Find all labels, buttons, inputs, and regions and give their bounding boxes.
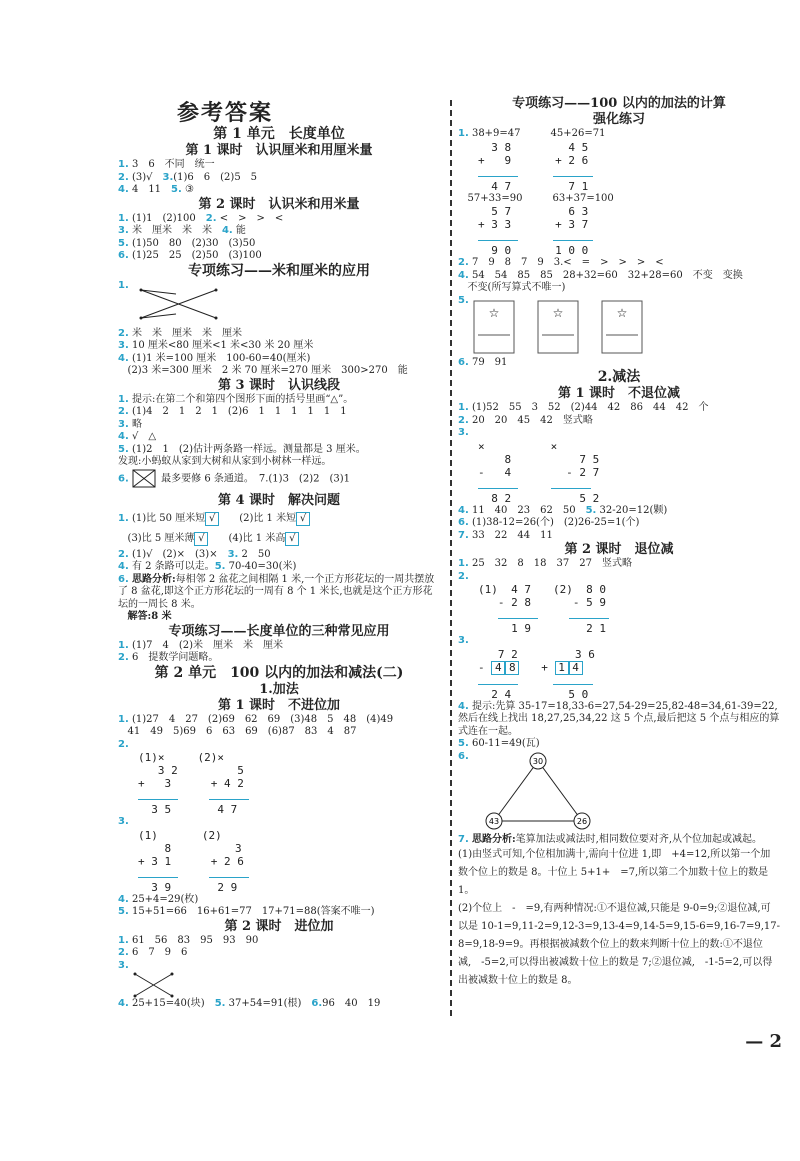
answer-line: (2)3 米=300 厘米 2 米 70 厘米=270 厘米 300>270 能 xyxy=(127,365,408,376)
right-column xyxy=(458,96,780,990)
svg-text:☆: ☆ xyxy=(552,305,564,320)
answer-line: (3)比 5 厘米薄 √ (4)比 1 米高 √ xyxy=(118,529,440,549)
answer-line: 4. 54 54 85 85 28+32=60 32+28=60 不变 变换 xyxy=(458,269,743,281)
answer-line: 2. xyxy=(458,570,469,582)
answer-line: 解答:8 米 xyxy=(127,611,172,622)
answer-line: 1. (1)1 (2)100 2. < > > < xyxy=(118,212,284,224)
answer-line: 1. 61 56 83 95 93 90 xyxy=(118,934,259,946)
answer-line: 3. 10 厘米<80 厘米<1 米<30 米 20 厘米 xyxy=(118,340,314,351)
explanation-paragraph: (2)个位上 - =9,有两种情况:①不退位减,只能是 9-0=9;②退位减,可以是 10-1=9,11-2=9,12-3=9,13-4=9,14-5=9,15-6=9,16-7=9,17-8=9,18-9=9。再根据被减数个位上的数来判断十位上的数:①不退位减, -5=2,可以得出被减数十位上的数是 7;②退位减, -1-5=2,可以得出被减数十位上的数是 8。 xyxy=(458,902,780,986)
answer-line: 3. xyxy=(458,427,469,438)
vertical-calc: (1)× (2)× 3 2 5 + 3 + 4 2 3 5 4 7 xyxy=(118,751,440,816)
answer-line: 5. 15+51=66 16+61=77 17+71=88(答案不唯一) xyxy=(118,906,375,917)
page-number: — 2 xyxy=(745,1031,782,1052)
unit1-heading: 第 1 单元 长度单位 xyxy=(213,126,345,142)
svg-text:43: 43 xyxy=(488,816,500,826)
matching-diagram xyxy=(136,280,226,326)
special-practice1-heading: 专项练习——米和厘米的应用 xyxy=(188,262,370,279)
subtraction-heading: 2.减法 xyxy=(597,369,641,385)
answer-line: 2. 7 9 8 7 9 3.< = > > > < xyxy=(458,257,664,268)
answer-line: 1. 25 32 8 18 37 27 竖式略 xyxy=(458,558,632,569)
lesson7-heading: 第 1 课时 不退位减 xyxy=(557,386,681,401)
answer-line: 1. 3 6 不同 统一 xyxy=(118,159,215,170)
special-practice3-heading: 专项练习——100 以内的加法的计算 xyxy=(512,96,726,111)
answer-line: 6. 最多要修 6 条通道。 7.(1)3 (2)2 (3)1 xyxy=(118,469,440,493)
lesson3-heading: 第 3 课时 认识线段 xyxy=(217,377,341,393)
square-network-icon xyxy=(132,469,158,489)
special-practice2-heading: 专项练习——长度单位的三种常见应用 xyxy=(168,623,390,639)
vertical-calc: (1) (2) 8 3 + 3 1 + 2 6 3 9 2 9 xyxy=(118,829,440,894)
answer-line: 1. 提示:在第二个和第四个图形下面的括号里画“△”。 xyxy=(118,393,354,405)
answer-line: 6. (1)25 25 (2)50 (3)100 xyxy=(118,250,262,261)
answer-line: 2. 20 20 45 42 竖式略 xyxy=(458,414,593,426)
answer-line: 4. 提示:先算 35-17=18,33-6=27,54-29=25,82-48=34,61-39=22,然后在线上找出 18,27,25,34,22 这 5 个点,最后把这 5 个点与相应的算式连在一起。 xyxy=(458,700,780,737)
answer-line: 57+33=90 63+37=100 xyxy=(467,192,614,204)
lesson8-heading: 第 2 课时 退位减 xyxy=(564,542,674,557)
vertical-calc: × × 8 7 5 - 4 - 2 7 8 2 5 2 xyxy=(478,439,600,505)
answer-line: 3. xyxy=(118,960,440,998)
lesson4-heading: 第 4 课时 解决问题 xyxy=(217,492,341,508)
explanation-paragraph: (1)由竖式可知,个位相加满十,需向十位进 1,即 +4=12,所以第一个加数个位上的数是 8。十位上 5+1+ =7,所以第二个加数十位上的数是 1。 xyxy=(458,848,771,896)
answer-line: 1. (1)比 50 厘米短 √ (2)比 1 米短 √ xyxy=(118,509,440,529)
answer-line: 4. 25+4=29(枚) xyxy=(118,893,199,905)
answer-line: 2. 6 7 9 6 xyxy=(118,947,188,958)
answer-line: 4. 11 40 23 62 50 5. 32-20=12(颗) xyxy=(458,504,668,516)
column-divider xyxy=(450,100,452,1016)
answer-line: 1. (1)52 55 3 52 (2)44 42 86 44 42 个 xyxy=(458,402,709,413)
answer-line: 4. 有 2 条路可以走。5. 70-40=30(米) xyxy=(118,561,297,572)
lesson5-heading: 第 1 课时 不进位加 xyxy=(217,697,341,713)
svg-text:☆: ☆ xyxy=(488,305,500,320)
special-practice3-subheading: 强化练习 xyxy=(592,112,645,127)
answer-line: 3. xyxy=(458,635,469,646)
answer-line: 6. 79 91 xyxy=(458,356,508,368)
answer-line: 2. 6 提数学问题略。 xyxy=(118,652,219,663)
lesson1-heading: 第 1 课时 认识厘米和用厘米量 xyxy=(185,143,373,158)
lesson6-heading: 第 2 课时 进位加 xyxy=(224,918,334,934)
answer-line: 2. (1)√ (2)× (3)× 3. 2 50 xyxy=(118,548,271,560)
answer-line: 4. 25+15=40(块) 5. 37+54=91(根) 6.96 40 19 xyxy=(118,997,381,1009)
answer-line: 4. √ △ xyxy=(118,431,157,442)
answer-line: 5. ☆ ☆ ☆ xyxy=(458,295,780,357)
unit2-heading: 第 2 单元 100 以内的加法和减法(二) xyxy=(154,664,404,681)
vertical-calc: 5 7 6 3 + 3 3 + 3 7 9 0 1 0 0 xyxy=(458,205,780,257)
answer-line: 2. xyxy=(118,738,129,750)
triangle-diagram xyxy=(478,751,598,831)
answer-line: 3. 略 xyxy=(118,418,142,430)
lesson2-heading: 第 2 课时 认识米和用米量 xyxy=(198,196,360,212)
answer-line: 4. (1)1 米=100 厘米 100-60=40(厘米) xyxy=(118,352,311,364)
vertical-calc: (1) 4 7 (2) 8 0 - 2 8 - 5 9 1 9 2 1 xyxy=(458,583,780,635)
addition-heading: 1.加法 xyxy=(259,681,299,697)
answer-line: 2. 米 米 厘米 米 厘米 xyxy=(118,327,242,339)
vertical-calc: 3 8 4 5 + 9 + 2 6 4 7 7 1 xyxy=(458,141,780,193)
star-cards-illustration xyxy=(472,295,672,357)
answer-line: 2. (1)4 2 1 2 1 (2)6 1 1 1 1 1 1 xyxy=(118,406,347,417)
answer-line: 2. (3)√ 3.(1)6 6 (2)5 5 xyxy=(118,171,258,183)
answer-line: 3. 米 厘米 米 米 4. 能 xyxy=(118,225,246,236)
answer-line: 6. (1)38-12=26(个) (2)26-25=1(个) xyxy=(458,517,640,528)
answer-line: 不变(所写算式不唯一) xyxy=(467,282,566,293)
answer-line: 1. (1)27 4 27 (2)69 62 69 (3)48 5 48 (4)49 xyxy=(118,713,394,725)
vertical-calc: 7 2 3 6 - 4 8 + 1 4 2 4 5 0 xyxy=(478,647,595,701)
answer-line: 5. 60-11=49(瓦) xyxy=(458,738,540,749)
left-column xyxy=(118,126,440,1010)
answer-line: 41 49 5)69 6 63 69 (6)87 83 4 87 xyxy=(127,726,357,737)
answer-line: 发现:小蚂蚁从家到大树和从家到小树林一样远。 xyxy=(118,456,332,467)
svg-text:26: 26 xyxy=(576,816,588,826)
answer-line: 6. 思路分析:每相邻 2 盆花之间相隔 1 米,一个正方形花坛的一周共摆放了 8 盆花,即这个正方形花坛的一周有 8 个 1 米长,也就是这个正方形花坛的一周长 8 米。 xyxy=(118,573,435,610)
matching-diagram xyxy=(132,968,182,1004)
answer-line: 7. 33 22 44 11 xyxy=(458,529,553,541)
answer-line: 3. xyxy=(118,816,129,827)
svg-text:30: 30 xyxy=(532,756,544,766)
answer-line: 5. (1)2 1 (2)估计两条路一样远。测量都是 3 厘米。 xyxy=(118,443,366,455)
answer-line: 5. (1)50 80 (2)30 (3)50 xyxy=(118,237,256,249)
answer-line: 6. 30 43 26 xyxy=(458,751,780,833)
answer-line: 1. 38+9=47 45+26=71 xyxy=(458,128,606,139)
svg-text:☆: ☆ xyxy=(616,305,628,320)
answer-line: 7. 思路分析:笔算加法或减法时,相同数位要对齐,从个位加起或减起。 xyxy=(458,833,763,845)
answer-line: 4. 4 11 5. ③ xyxy=(118,184,194,195)
answer-line: 1. (1)7 4 (2)米 厘米 米 厘米 xyxy=(118,639,284,651)
page-title: 参考答案 xyxy=(176,100,273,126)
answer-line: 1. xyxy=(118,280,440,328)
